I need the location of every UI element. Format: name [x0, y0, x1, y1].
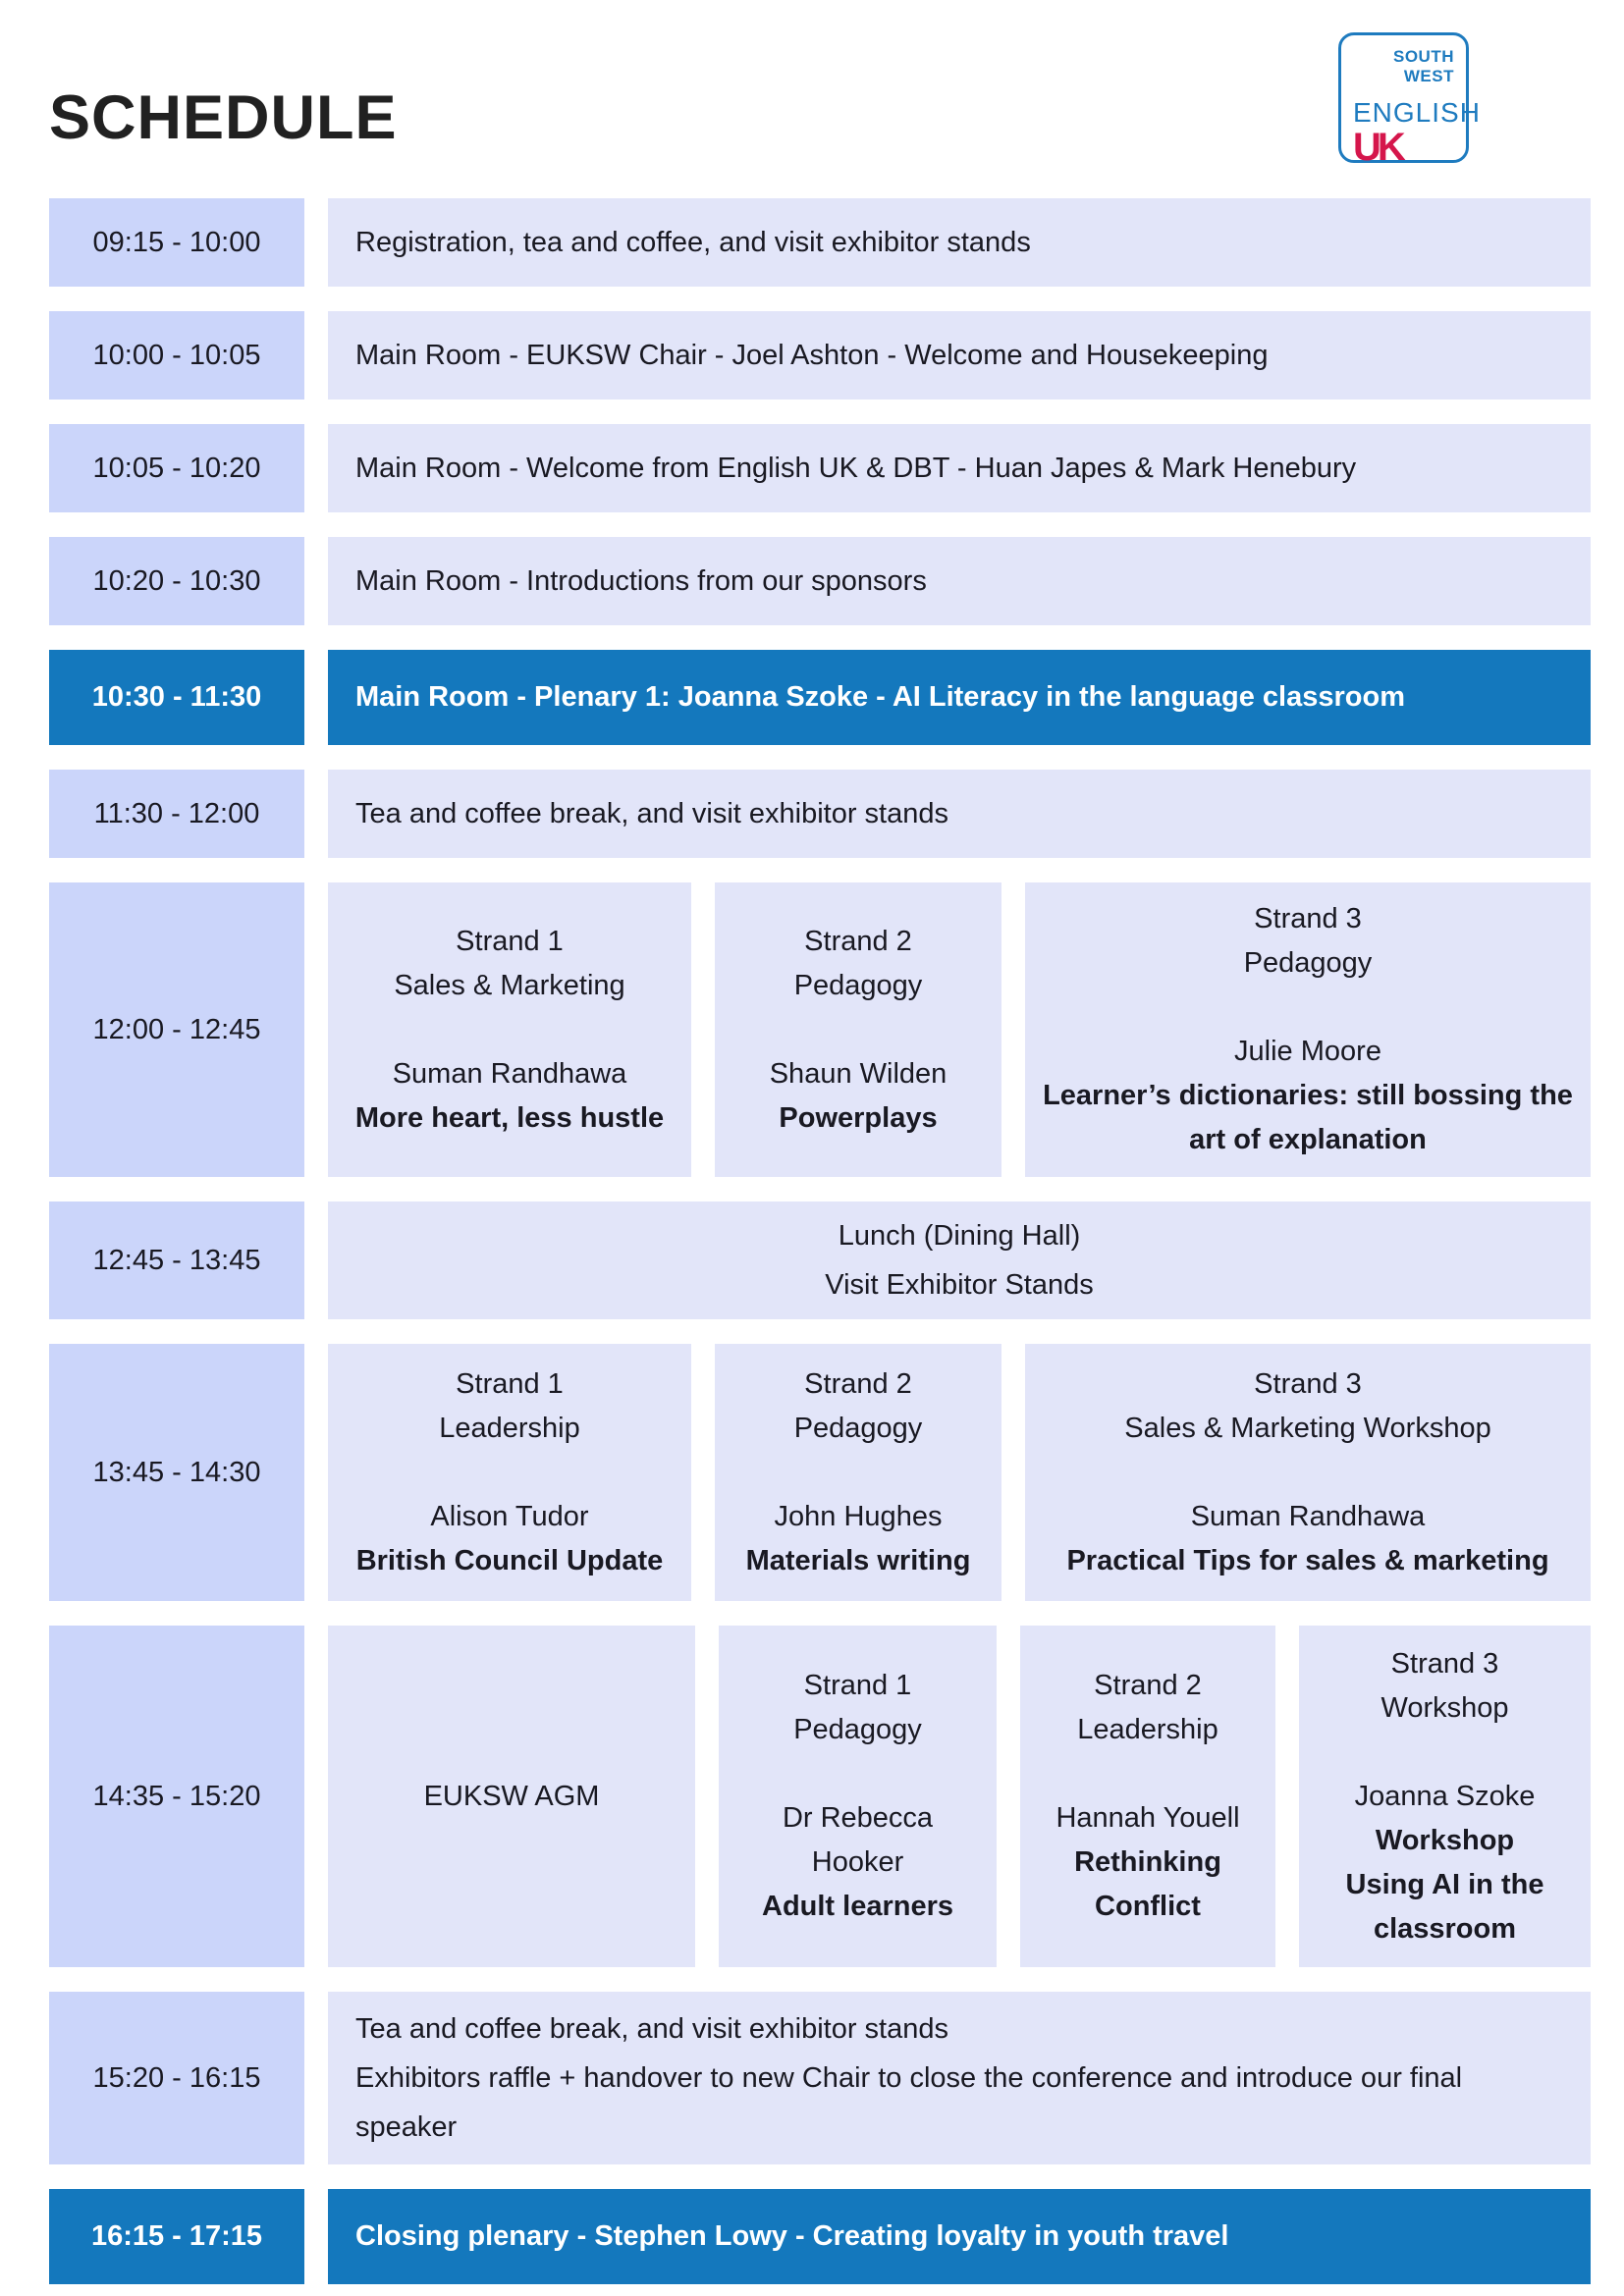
- session-title: More heart, less hustle: [354, 1101, 665, 1134]
- session-title: British Council Update: [355, 1544, 664, 1576]
- time-cell: [49, 2189, 304, 2284]
- event-cell: [328, 2189, 1591, 2284]
- strand-track: Workshop: [1380, 1691, 1509, 1724]
- strand-track: Leadership: [439, 1412, 580, 1444]
- session-title: Practical Tips for sales & marketing: [1066, 1544, 1549, 1576]
- event-cell: [328, 1201, 1591, 1319]
- schedule-row-strands: [49, 1626, 1591, 1967]
- time-cell: [49, 198, 304, 287]
- time-label: 10:20 - 10:30: [92, 564, 261, 597]
- strand-cards: [328, 1344, 1591, 1601]
- schedule-row-lunch: [49, 1201, 1591, 1319]
- session-title: Workshop Using AI in the classroom: [1345, 1824, 1544, 1945]
- event-text: EUKSW AGM: [423, 1780, 600, 1812]
- strand-cards: [328, 882, 1591, 1177]
- strand-cards: [328, 1626, 1591, 1967]
- strand-label: Strand 1: [456, 925, 564, 957]
- session-title: Materials writing: [745, 1544, 971, 1576]
- strand-track: Sales & Marketing Workshop: [1124, 1412, 1491, 1444]
- strand-track: Sales & Marketing: [394, 969, 625, 1001]
- time-label: 11:30 - 12:00: [93, 797, 260, 829]
- event-text: Closing plenary - Stephen Lowy - Creating loyalty in youth travel: [355, 2220, 1229, 2252]
- strand-card: [1020, 1626, 1275, 1967]
- time-cell: [49, 311, 304, 400]
- time-cell: [49, 882, 304, 1177]
- logo-english-text: ENGLISH: [1353, 97, 1481, 128]
- event-cell: [328, 537, 1591, 625]
- time-cell: [49, 537, 304, 625]
- event-cell: [328, 311, 1591, 400]
- speaker-name: Julie Moore: [1234, 1036, 1381, 1067]
- session-title: Adult learners: [762, 1891, 953, 1922]
- schedule-row: [49, 537, 1591, 625]
- logo-region-line1: SOUTH: [1393, 47, 1454, 66]
- event-line: Tea and coffee break, and visit exhibitor stands: [355, 2013, 949, 2045]
- strand-track: Pedagogy: [793, 969, 923, 1001]
- time-label: 09:15 - 10:00: [92, 226, 261, 258]
- time-cell: [49, 1344, 304, 1601]
- event-line: Visit Exhibitor Stands: [825, 1269, 1094, 1301]
- event-text: Main Room - Welcome from English UK & DBT - Huan Japes & Mark Henebury: [355, 452, 1357, 484]
- event-cell: [328, 1992, 1591, 2164]
- event-text: Main Room - Introductions from our sponsors: [355, 564, 927, 597]
- logo-region-text: [1353, 47, 1454, 86]
- session-title: Learner’s dictionaries: still bossing the art of explanation: [1043, 1080, 1573, 1155]
- event-text: Tea and coffee break, and visit exhibitor stands: [355, 797, 949, 829]
- strand-card: [328, 882, 691, 1177]
- strand-label: Strand 2: [804, 1367, 912, 1400]
- speaker-name: Alison Tudor: [430, 1500, 589, 1532]
- time-label: 10:00 - 10:05: [92, 339, 261, 371]
- strand-card: [1025, 1344, 1591, 1601]
- event-text: Registration, tea and coffee, and visit exhibitor stands: [355, 226, 1031, 258]
- logo-uk-text: UK: [1353, 126, 1402, 169]
- time-label: 10:05 - 10:20: [92, 452, 261, 484]
- event-line: Lunch (Dining Hall): [838, 1220, 1081, 1252]
- strand-track: Pedagogy: [793, 1714, 922, 1745]
- strand-label: Strand 1: [803, 1670, 912, 1701]
- strand-track: Pedagogy: [793, 1412, 923, 1444]
- schedule-row-plenary: [49, 650, 1591, 745]
- strand-label: Strand 3: [1254, 903, 1362, 934]
- time-label: 14:35 - 15:20: [92, 1780, 261, 1812]
- event-text: Main Room - Plenary 1: Joanna Szoke - AI Literacy in the language classroom: [355, 681, 1405, 713]
- strand-card: [715, 882, 1001, 1177]
- speaker-name: Dr Rebecca Hooker: [782, 1802, 934, 1878]
- schedule-row: [49, 770, 1591, 858]
- strand-card: [715, 1344, 1001, 1601]
- agm-card: [328, 1626, 695, 1967]
- time-label: 10:30 - 11:30: [91, 681, 262, 713]
- strand-label: Strand 2: [804, 925, 912, 957]
- time-cell: [49, 1626, 304, 1967]
- session-title: Rethinking Conflict: [1074, 1846, 1221, 1922]
- event-cell: [328, 770, 1591, 858]
- schedule-row: [49, 311, 1591, 400]
- schedule-row: [49, 1992, 1591, 2164]
- event-cell: [328, 198, 1591, 287]
- speaker-name: Shaun Wilden: [769, 1057, 947, 1090]
- speaker-name: Joanna Szoke: [1354, 1780, 1536, 1812]
- speaker-name: Suman Randhawa: [392, 1057, 627, 1090]
- logo-region-line2: WEST: [1403, 67, 1454, 85]
- time-label: 15:20 - 16:15: [92, 2061, 261, 2094]
- time-label: 13:45 - 14:30: [92, 1456, 261, 1488]
- time-cell: [49, 770, 304, 858]
- event-text: Main Room - EUKSW Chair - Joel Ashton - Welcome and Housekeeping: [355, 339, 1269, 371]
- time-cell: [49, 1992, 304, 2164]
- time-cell: [49, 1201, 304, 1319]
- schedule-row-strands: [49, 882, 1591, 1177]
- page-title: SCHEDULE: [49, 83, 398, 152]
- event-line: Exhibitors raffle + handover to new Chair to close the conference and introduce our final speaker: [355, 2062, 1463, 2143]
- time-cell: [49, 650, 304, 745]
- speaker-name: Suman Randhawa: [1190, 1500, 1426, 1532]
- strand-card: [328, 1344, 691, 1601]
- event-cell: [328, 650, 1591, 745]
- schedule-row-strands: [49, 1344, 1591, 1601]
- schedule-row-plenary: [49, 2189, 1591, 2284]
- strand-card: [1025, 882, 1591, 1177]
- strand-track: Leadership: [1077, 1714, 1218, 1745]
- strand-card: [719, 1626, 997, 1967]
- session-title: Powerplays: [779, 1101, 938, 1134]
- time-label: 12:00 - 12:45: [92, 1013, 261, 1045]
- strand-label: Strand 2: [1094, 1670, 1202, 1701]
- strand-label: Strand 1: [456, 1367, 564, 1400]
- speaker-name: Hannah Youell: [1056, 1802, 1240, 1834]
- schedule-row: [49, 424, 1591, 512]
- strand-track: Pedagogy: [1243, 947, 1373, 979]
- time-cell: [49, 424, 304, 512]
- english-uk-south-west-logo: [1338, 32, 1481, 169]
- strand-label: Strand 3: [1254, 1367, 1362, 1400]
- time-label: 16:15 - 17:15: [90, 2220, 263, 2252]
- strand-label: Strand 3: [1390, 1647, 1499, 1680]
- schedule-row: [49, 198, 1591, 287]
- event-cell: [328, 424, 1591, 512]
- speaker-name: John Hughes: [774, 1500, 943, 1532]
- strand-card: [1299, 1626, 1591, 1967]
- time-label: 12:45 - 13:45: [92, 1244, 261, 1276]
